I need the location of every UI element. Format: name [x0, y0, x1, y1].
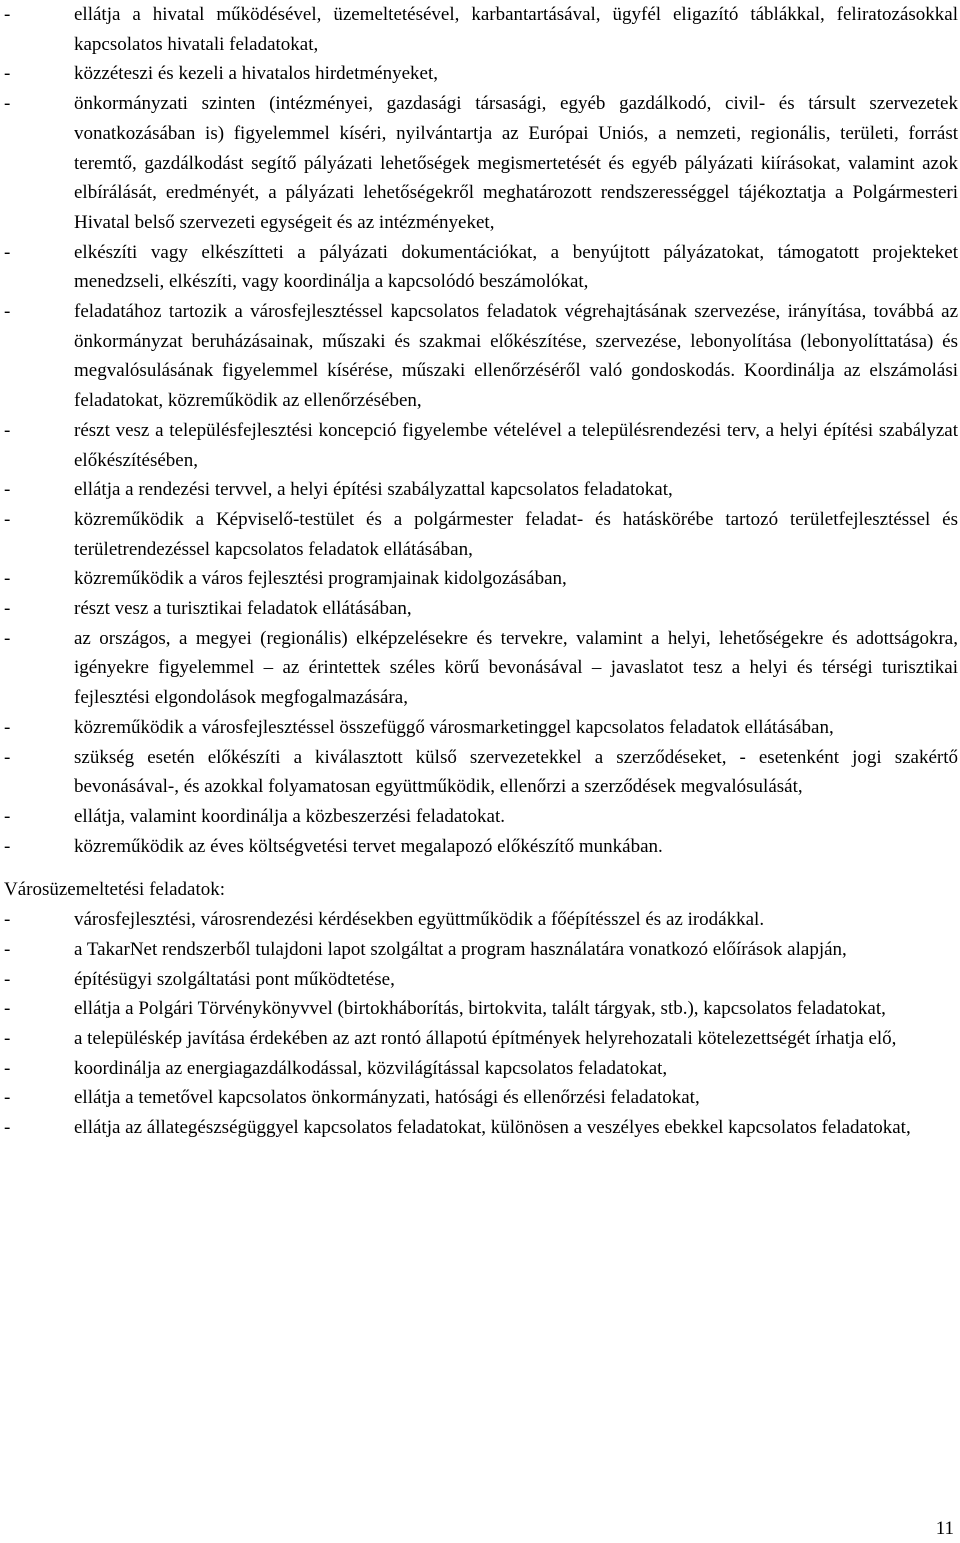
task-list-general: [4, 0, 958, 861]
list-item: [4, 505, 958, 564]
list-item-text: városfejlesztési, városrendezési kérdésekben együttműködik a főépítésszel és az irodákkal.: [74, 909, 765, 931]
list-item-text: építésügyi szolgáltatási pont működtetése,: [74, 968, 395, 990]
bullet-dash: -: [4, 627, 11, 649]
list-item-text: feladatához tartozik a városfejlesztéssel kapcsolatos feladatok végrehajtásának szervezése, irányítása, továbbá az önkormányzat beruházásainak, műszaki és szakmai előkészítése, szervezése, lebonyolítása (lebonyolíttatása) és megvalósulásának figyelemmel kísérése, műszaki ellenőrzéséről való gondoskodás. Koordinálja az elszámolási feladatokat, közreműködik az ellenőrzésében,: [74, 301, 958, 412]
bullet-dash: -: [4, 835, 11, 857]
list-item-text: önkormányzati szinten (intézményei, gazdasági társasági, egyéb gazdálkodó, civil- és társult szervezetek vonatkozásában is) figyelemmel kíséri, nyilvántartja az Európai Uniós, a nemzeti, regionális, területi, forrást teremtő, gazdálkodást segítő pályázati lehetőségek megismertetését és egyéb pályázati kiírásokat, valamint azok elbírálását, eredményét, a pályázati lehetőségekről meghatározott rendszerességgel tájékoztatja a Polgármesteri Hivatal belső szervezeti egységeit és az intézményeket,: [74, 93, 958, 233]
list-item: [4, 1024, 958, 1054]
list-item: [4, 0, 958, 59]
list-item: [4, 935, 958, 965]
bullet-dash: -: [4, 909, 11, 931]
list-item: [4, 994, 958, 1024]
list-item: [4, 832, 958, 862]
bullet-dash: -: [4, 4, 11, 25]
list-item-text: ellátja a hivatal működésével, üzemeltetésével, karbantartásával, ügyfél eligazító táblákkal, feliratozásokkal kapcsolatos hivatali feladatokat,: [74, 4, 958, 55]
list-item-text: részt vesz a turisztikai feladatok ellátásában,: [74, 598, 412, 620]
bullet-dash: -: [4, 241, 11, 263]
bullet-dash: -: [4, 938, 11, 960]
task-list-city-operations: [4, 905, 958, 1143]
list-item-text: az országos, a megyei (regionális) elképzelésekre és tervekre, valamint a helyi, lehetőségekre és adottságokra, igényekre figyelemmel – az érintettek széles körű bevonásával – javaslatot tesz a helyi és térségi turisztikai fejlesztési elgondolások megfogalmazására,: [74, 627, 958, 709]
section-heading: Városüzemeltetési feladatok:: [4, 879, 226, 901]
list-item-text: ellátja, valamint koordinálja a közbeszerzési feladatokat.: [74, 805, 505, 827]
list-item: [4, 624, 958, 713]
bullet-dash: -: [4, 301, 11, 323]
list-item-text: koordinálja az energiagazdálkodással, közvilágítással kapcsolatos feladatokat,: [74, 1057, 668, 1079]
bullet-dash: -: [4, 1027, 11, 1049]
list-item-text: ellátja a Polgári Törvénykönyvvel (birtokháborítás, birtokvita, talált tárgyak, stb.), kapcsolatos feladatokat,: [74, 998, 886, 1020]
list-item: [4, 59, 958, 89]
bullet-dash: -: [4, 746, 11, 768]
page-number: 11: [935, 1518, 954, 1539]
list-item: [4, 416, 958, 475]
list-item-text: közreműködik az éves költségvetési tervet megalapozó előkészítő munkában.: [74, 835, 663, 857]
list-item: [4, 89, 958, 238]
list-item-text: ellátja a temetővel kapcsolatos önkormányzati, hatósági és ellenőrzési feladatokat,: [74, 1087, 700, 1109]
list-item: [4, 965, 958, 995]
list-item-text: közreműködik a város fejlesztési programjainak kidolgozásában,: [74, 568, 567, 590]
list-item: [4, 743, 958, 802]
list-item: [4, 238, 958, 297]
bullet-dash: -: [4, 716, 11, 738]
bullet-dash: -: [4, 598, 11, 620]
bullet-dash: -: [4, 968, 11, 990]
list-item-text: szükség esetén előkészíti a kiválasztott külső szervezetekkel a szerződéseket, - esetenként jogi szakértő bevonásával-, és azokkal folyamatosan együttműködik, ellenőrzi a szerződések megvalósulását,: [74, 746, 958, 798]
bullet-dash: -: [4, 1087, 11, 1109]
list-item-text: közreműködik a városfejlesztéssel összefüggő városmarketinggel kapcsolatos feladatok ellátásában,: [74, 716, 834, 738]
list-item: [4, 713, 958, 743]
list-item-text: közreműködik a Képviselő-testület és a polgármester feladat- és hatáskörébe tartozó területfejlesztéssel és területrendezéssel kapcsolatos feladatok ellátásában,: [74, 508, 958, 560]
list-item-text: a településkép javítása érdekében az azt rontó állapotú építmények helyrehozatali kötelezettségét írhatja elő,: [74, 1027, 897, 1049]
bullet-dash: -: [4, 805, 11, 827]
list-item-text: ellátja a rendezési tervvel, a helyi építési szabályzattal kapcsolatos feladatokat,: [74, 479, 673, 501]
bullet-dash: -: [4, 508, 11, 530]
list-item-text: részt vesz a településfejlesztési koncepció figyelembe vételével a településrendezési terv, a helyi építési szabályzat előkészítésében,: [74, 419, 958, 471]
list-item: [4, 1054, 958, 1084]
list-item: [4, 1113, 958, 1143]
list-item-text: a TakarNet rendszerből tulajdoni lapot szolgáltat a program használatára vonatkozó előírások alapján,: [74, 938, 847, 960]
list-item: [4, 297, 958, 416]
list-item: [4, 594, 958, 624]
bullet-dash: -: [4, 568, 11, 590]
list-item: [4, 802, 958, 832]
list-item: [4, 475, 958, 505]
bullet-dash: -: [4, 93, 11, 115]
document-body: [4, 0, 958, 1143]
bullet-dash: -: [4, 419, 11, 441]
list-item-text: ellátja az állategészségüggyel kapcsolatos feladatokat, különösen a veszélyes ebekkel kapcsolatos feladatokat,: [74, 1117, 911, 1139]
bullet-dash: -: [4, 1057, 11, 1079]
list-item-text: közzéteszi és kezeli a hivatalos hirdetményeket,: [74, 63, 439, 85]
bullet-dash: -: [4, 1117, 11, 1139]
bullet-dash: -: [4, 479, 11, 501]
list-item: [4, 905, 958, 935]
list-item: [4, 1083, 958, 1113]
bullet-dash: -: [4, 63, 11, 85]
bullet-dash: -: [4, 998, 11, 1020]
list-item-text: elkészíti vagy elkészítteti a pályázati dokumentációkat, a benyújtott pályázatokat, támogatott projekteket menedzseli, elkészíti, vagy koordinálja a kapcsolódó beszámolókat,: [74, 241, 958, 293]
list-item: [4, 564, 958, 594]
